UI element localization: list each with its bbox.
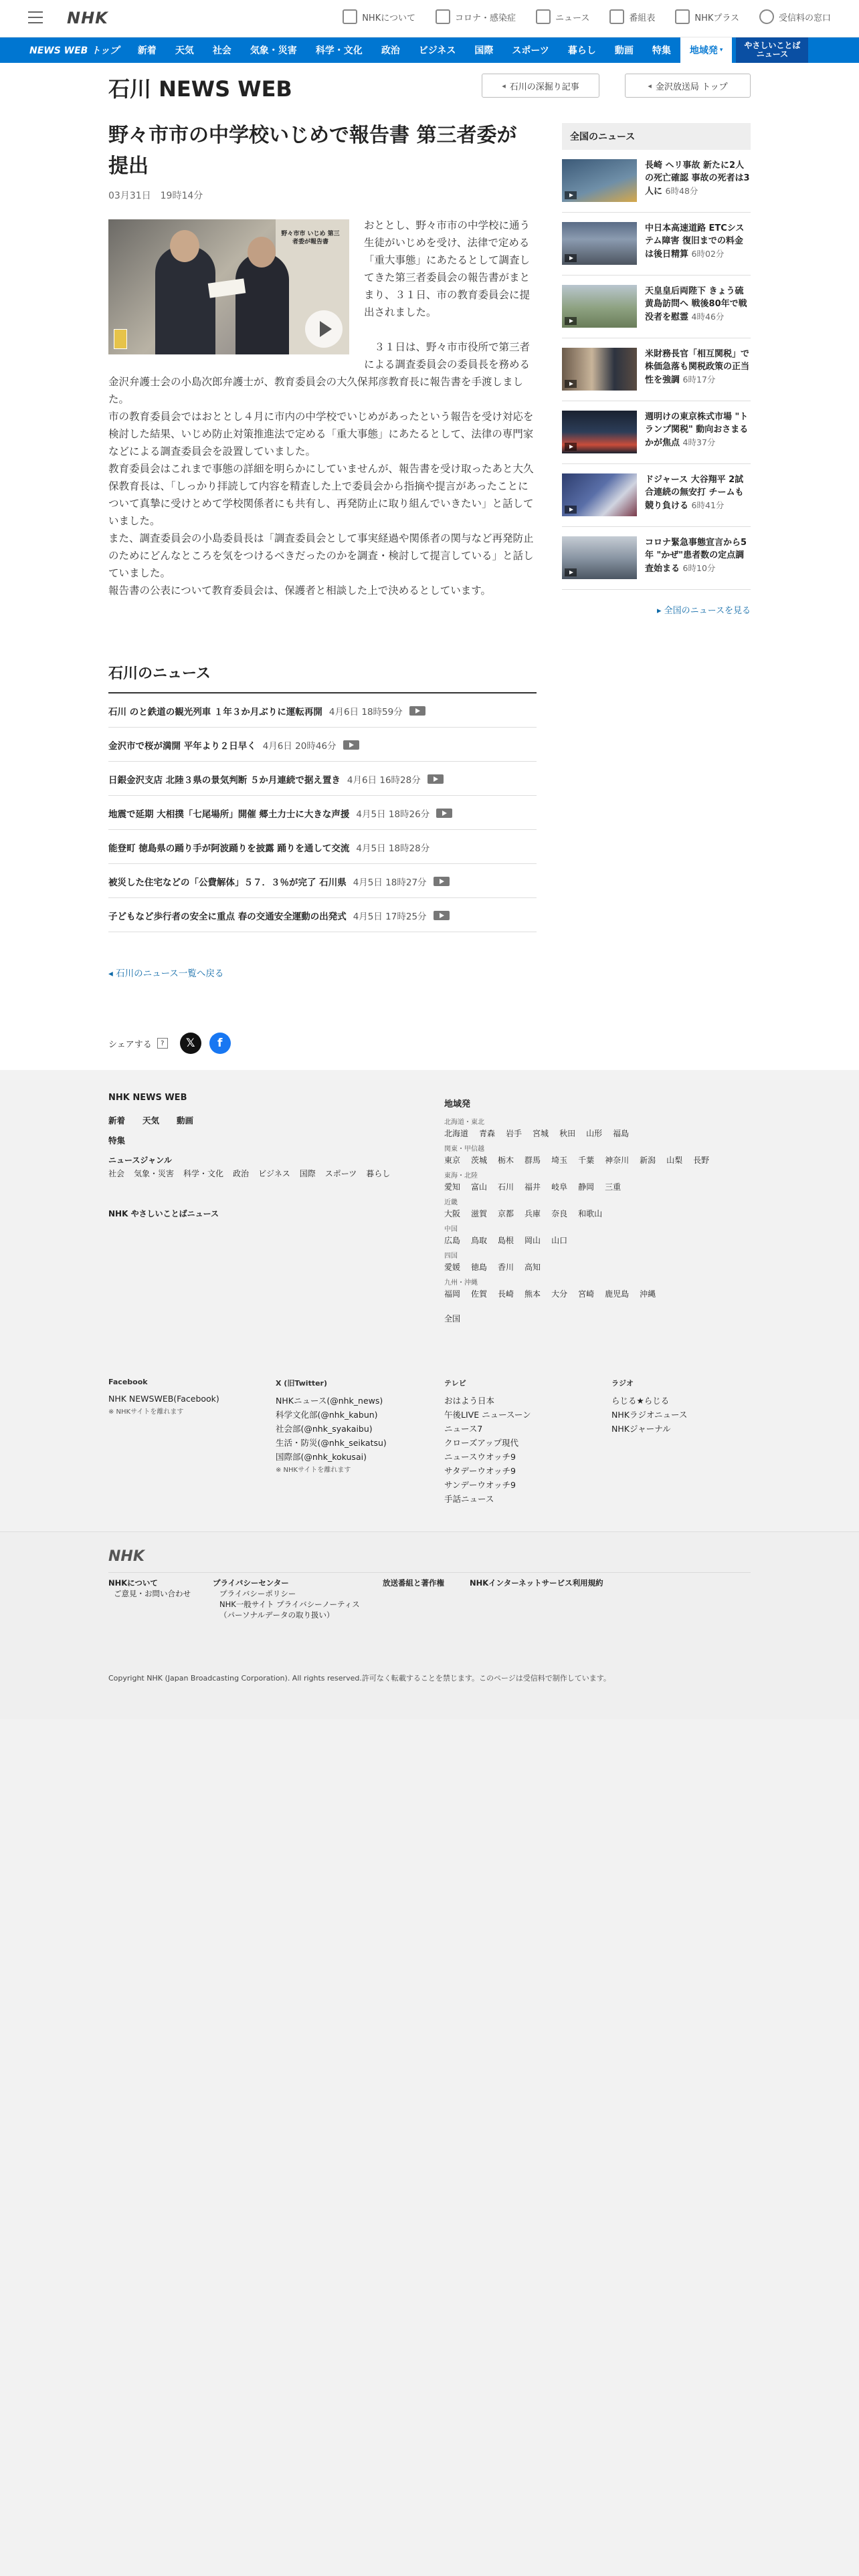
- nav-item-science[interactable]: 科学・文化: [315, 45, 363, 56]
- region-link[interactable]: 滋賀: [471, 1209, 488, 1218]
- col-heading: Facebook: [108, 1378, 148, 1386]
- link-label: 受信料の窓口: [778, 13, 831, 23]
- footer-link-broadcast-copyright[interactable]: 放送番組と著作権: [383, 1578, 444, 1588]
- region-link[interactable]: 広島: [444, 1236, 461, 1245]
- footer-easy-news[interactable]: NHK やさしいことばニュース: [108, 1209, 219, 1218]
- nav-region-label: 地域発: [689, 45, 718, 56]
- news-title: 子どもなど歩行者の安全に重点 春の交通安全運動の出発式: [108, 911, 347, 922]
- article-paragraph: 市の教育委員会ではおととし４月に市内の中学校でいじめがあったという報告を受け対応を検討した結果、いじめ防止対策推進法で定める「重大事態」にあたるとして、法律の専門家などによる調査委員会を設置していました。: [108, 411, 534, 457]
- video-icon: [434, 911, 450, 920]
- info-icon: [343, 9, 357, 24]
- region-list: [444, 1128, 752, 1139]
- region-group-name: 四国: [444, 1253, 458, 1260]
- article-body: [108, 217, 537, 599]
- region-link[interactable]: 香川: [498, 1263, 514, 1272]
- footer-link-privacy-center[interactable]: プライバシーセンター: [213, 1578, 289, 1588]
- chevron-left-icon: ◂: [108, 968, 116, 979]
- tv-link[interactable]: サタデーウオッチ9: [444, 1466, 516, 1476]
- link-corona[interactable]: [436, 9, 516, 24]
- nav-item-society[interactable]: 社会: [212, 45, 231, 56]
- nav-item-weather[interactable]: 天気: [175, 45, 194, 56]
- region-link[interactable]: 富山: [471, 1182, 488, 1192]
- sidebar-news-time: 6時17分: [682, 374, 716, 385]
- facebook-link[interactable]: NHK NEWSWEB(Facebook): [108, 1394, 219, 1404]
- chevron-left-icon: ◂: [502, 81, 506, 90]
- region-link[interactable]: 長崎: [498, 1289, 514, 1299]
- video-icon: [565, 568, 577, 576]
- footer-link-weather[interactable]: 天気: [142, 1115, 160, 1125]
- region-link[interactable]: 高知: [524, 1263, 541, 1272]
- local-news-item[interactable]: [108, 728, 537, 762]
- radio-link[interactable]: NHKラジオニュース: [611, 1410, 688, 1420]
- x-link[interactable]: 社会部(@nhk_syakaibu): [276, 1424, 373, 1434]
- link-label: NHKについて: [362, 13, 415, 23]
- x-link[interactable]: NHKニュース(@nhk_news): [276, 1396, 383, 1406]
- news-time: 4月5日 18時27分: [353, 877, 427, 888]
- news-time: 4月5日 17時25分: [353, 911, 427, 922]
- region-link[interactable]: 岡山: [524, 1236, 541, 1245]
- region-link[interactable]: 福岡: [444, 1289, 461, 1299]
- news-icon: [536, 9, 551, 24]
- region-link[interactable]: 福島: [613, 1129, 630, 1138]
- news-title: 石川 のと鉄道の観光列車 １年３か月ぶりに運転再開: [108, 707, 322, 718]
- col-heading: X (旧Twitter): [276, 1379, 327, 1388]
- news-time: 4月6日 16時28分: [347, 775, 421, 786]
- external-note: ※ NHKサイトを離れます: [276, 1467, 351, 1474]
- region-link[interactable]: 島根: [498, 1236, 514, 1245]
- chevron-left-icon: ◂: [648, 81, 652, 90]
- region-link[interactable]: 秋田: [559, 1129, 576, 1138]
- news-title: 金沢市で桜が満開 平年より２日早く: [108, 741, 256, 752]
- chevron-down-icon: ▾: [719, 47, 723, 53]
- news-title: 被災した住宅などの「公費解体」５７．３％が完了 石川県: [108, 877, 347, 888]
- news-thumbnail: [562, 222, 637, 265]
- region-link[interactable]: 神奈川: [605, 1156, 630, 1165]
- video-icon: [427, 774, 444, 784]
- article-paragraph: ３１日は、野々市市役所で第三者による調査委員会の委員長を務める金沢弁護士会の小島次郎弁護士が、教育委員会の大久保邦彦教育長に報告書を手渡しました。: [108, 341, 531, 405]
- chevron-right-icon: ▸: [656, 606, 664, 616]
- region-link[interactable]: 京都: [498, 1209, 514, 1218]
- region-link[interactable]: 山梨: [666, 1156, 683, 1165]
- sidebar-news-title: 天皇皇后両陛下 きょう硫黄島訪問へ 戦後80年で戦没者を慰霊: [645, 286, 747, 322]
- news-thumbnail: [562, 411, 637, 453]
- tv-link[interactable]: ニュース7: [444, 1424, 483, 1434]
- footer-genre-link[interactable]: 科学・文化: [183, 1169, 224, 1178]
- sidebar-news-item[interactable]: [562, 276, 751, 338]
- facebook-share-icon[interactable]: f: [209, 1033, 231, 1054]
- nav-item-video[interactable]: 動画: [614, 45, 634, 56]
- national-news-sidebar: [562, 123, 751, 616]
- sidebar-news-item[interactable]: [562, 401, 751, 464]
- region-link[interactable]: 福井: [524, 1182, 541, 1192]
- x-link[interactable]: 国際部(@nhk_kokusai): [276, 1452, 367, 1462]
- footer-genre-link[interactable]: 政治: [233, 1169, 250, 1178]
- news-thumbnail: [562, 348, 637, 391]
- region-link[interactable]: 埼玉: [551, 1156, 568, 1165]
- virus-icon: [436, 9, 450, 24]
- article-paragraph: 報告書の公表について教育委員会は、保護者と相談した上で決めるとしています。: [108, 584, 491, 597]
- region-group-name: 東海・北陸: [444, 1172, 478, 1180]
- footer-main-links: [108, 1114, 193, 1126]
- x-link[interactable]: 生活・防災(@nhk_seikatsu): [276, 1438, 387, 1448]
- region-list: [444, 1261, 752, 1273]
- button-label: 金沢放送局 トップ: [655, 82, 728, 92]
- region-group-name: 関東・甲信越: [444, 1146, 484, 1153]
- article-video-thumbnail[interactable]: [108, 219, 349, 354]
- region-list: [444, 1181, 752, 1192]
- region-link-zenkoku[interactable]: 全国: [444, 1314, 461, 1323]
- footer-genres: [108, 1168, 403, 1179]
- link-label: コロナ・感染症: [454, 13, 516, 23]
- article-date: 03月31日 19時14分: [108, 191, 203, 201]
- video-icon: [565, 191, 577, 199]
- region-link[interactable]: 三重: [605, 1182, 622, 1192]
- tv-link[interactable]: 手話ニュース: [444, 1494, 494, 1504]
- link-nhk-plus[interactable]: [675, 9, 739, 24]
- local-news-item[interactable]: [108, 898, 537, 932]
- news-time: 4月5日 18時26分: [356, 809, 430, 820]
- region-group-name: 九州・沖縄: [444, 1279, 478, 1287]
- region-link[interactable]: 新潟: [640, 1156, 656, 1165]
- footer-genre-title: ニュースジャンル: [108, 1156, 172, 1165]
- nav-item-business[interactable]: ビジネス: [418, 45, 456, 56]
- local-news-title: 石川のニュース: [108, 662, 537, 693]
- broadcaster-badge-icon: [114, 329, 127, 349]
- sidebar-news-title: 長崎 ヘリ事故 新たに2人の死亡確認 事故の死者は3人に: [645, 160, 750, 197]
- region-link[interactable]: 和歌山: [578, 1209, 603, 1218]
- sidebar-news-time: 6時41分: [691, 500, 725, 510]
- region-list: [444, 1288, 752, 1299]
- video-icon: [565, 254, 577, 262]
- article-paragraph: おととし、野々市市の中学校に通う生徒がいじめを受け、法律で定める「重大事態」にあたるとして調査してきた第三者委員会の報告書がまとまり、３１日、市の教育委員会に提出されました。: [364, 219, 531, 318]
- sidebar-news-item[interactable]: [562, 527, 751, 590]
- footer-link-new[interactable]: 新着: [108, 1115, 126, 1125]
- nav-item-special[interactable]: 特集: [652, 45, 671, 56]
- sidebar-news-time: 6時02分: [691, 249, 725, 259]
- footer-link-contact[interactable]: ご意見・お問い合わせ: [114, 1589, 191, 1598]
- sidebar-news-title: 中日本高速道路 ETCシステム障害 復旧までの料金は後日精算: [645, 223, 745, 259]
- sidebar-news-time: 6時48分: [665, 186, 698, 196]
- region-link[interactable]: 北海道: [444, 1129, 469, 1138]
- fee-icon: [759, 9, 774, 24]
- region-link[interactable]: 愛媛: [444, 1263, 461, 1272]
- region-link[interactable]: 鳥取: [471, 1236, 488, 1245]
- news-title: 地震で延期 大相撲「七尾場所」開催 郷土力士に大きな声援: [108, 809, 350, 820]
- tv-link[interactable]: ニュースウオッチ9: [444, 1452, 516, 1462]
- region-link[interactable]: 静岡: [578, 1182, 595, 1192]
- news-thumbnail: [562, 159, 637, 202]
- footer-x-col: [276, 1378, 436, 1474]
- col-heading: テレビ: [444, 1379, 466, 1388]
- footer-link-privacy-notice[interactable]: NHK一般サイト プライバシーノーティス: [219, 1600, 360, 1609]
- footer-link-terms[interactable]: NHKインターネットサービス利用規約: [470, 1578, 603, 1588]
- footer-radio-col: [611, 1378, 772, 1436]
- sidebar-news-time: 4時46分: [691, 312, 725, 322]
- footer-link-privacy-policy[interactable]: プライバシーポリシー: [219, 1589, 296, 1598]
- region-link[interactable]: 愛知: [444, 1182, 461, 1192]
- region-link[interactable]: 佐賀: [471, 1289, 488, 1299]
- thumbnail-caption: 野々市市 いじめ 第三者委が報告書: [281, 231, 340, 245]
- main-nav: [0, 37, 859, 63]
- footer-link-about[interactable]: NHKについて: [108, 1578, 158, 1588]
- region-link[interactable]: 山形: [586, 1129, 603, 1138]
- sidebar-news-title: 米財務長官「相互関税」で株価急落も関税政策の正当性を強調: [645, 349, 750, 385]
- news-title: 能登町 徳島県の踊り手が阿波踊りを披露 踊りを通して交流: [108, 843, 350, 854]
- news-time: 4月6日 18時59分: [328, 707, 403, 718]
- easy-line2: ニュース: [756, 49, 789, 59]
- region-link[interactable]: 山口: [551, 1236, 568, 1245]
- region-list: [444, 1208, 752, 1219]
- easy-line1: やさしいことば: [744, 41, 801, 50]
- footer-privacy-notice-sub: （パーソナルデータの取り扱い）: [219, 1610, 335, 1620]
- page-title[interactable]: 石川 NEWS WEB: [108, 76, 292, 102]
- nav-news-web-top[interactable]: NEWS WEB トップ: [29, 45, 119, 56]
- link-about-nhk[interactable]: [343, 9, 415, 24]
- local-news-item[interactable]: [108, 796, 537, 830]
- region-link[interactable]: 岩手: [506, 1129, 522, 1138]
- sidebar-news-title: コロナ緊急事態宣言から5年 "かぜ"患者数の定点調査始まる: [645, 538, 747, 574]
- local-news-item[interactable]: [108, 762, 537, 796]
- help-icon[interactable]: ?: [157, 1038, 168, 1049]
- sidebar-news-item[interactable]: [562, 213, 751, 276]
- local-news-section: [108, 662, 537, 979]
- footer-tv-col: [444, 1378, 605, 1506]
- link-program-guide[interactable]: [609, 9, 655, 24]
- nav-item-international[interactable]: 国際: [474, 45, 494, 56]
- nav-item-region[interactable]: [680, 37, 733, 63]
- region-link[interactable]: 兵庫: [524, 1209, 541, 1218]
- play-icon[interactable]: [305, 310, 343, 348]
- menu-icon[interactable]: [28, 11, 43, 23]
- col-heading: ラジオ: [611, 1379, 634, 1388]
- copyright: Copyright NHK (Japan Broadcasting Corporation). All rights reserved.許可なく転載することを禁じます。このページは受信料で制作しています。: [108, 1674, 611, 1683]
- nhk-footer-logo[interactable]: NHK: [108, 1548, 145, 1565]
- video-icon: [565, 506, 577, 514]
- link-news[interactable]: [536, 9, 589, 24]
- share-bar: [108, 1033, 231, 1054]
- sidebar-news-time: 6時10分: [682, 563, 716, 573]
- nhk-logo[interactable]: NHK: [67, 9, 108, 27]
- top-header: [0, 0, 859, 37]
- local-news-item[interactable]: [108, 830, 537, 864]
- sidebar-title: 全国のニュース: [562, 123, 751, 150]
- news-time: 4月5日 18時28分: [356, 843, 430, 854]
- radio-link[interactable]: らじる★らじる: [611, 1396, 670, 1406]
- footer-bottom: [0, 1532, 859, 1719]
- sidebar-news-time: 4時37分: [682, 437, 716, 447]
- tv-icon: [675, 9, 690, 24]
- video-icon: [343, 740, 359, 750]
- news-thumbnail: [562, 473, 637, 516]
- footer-genre-link[interactable]: スポーツ: [324, 1169, 357, 1178]
- sidebar-news-item[interactable]: [562, 464, 751, 527]
- region-list: [444, 1154, 752, 1166]
- footer-genre-link[interactable]: ビジネス: [258, 1169, 290, 1178]
- region-link[interactable]: 鹿児島: [605, 1289, 630, 1299]
- utility-links: [343, 9, 831, 24]
- region-link[interactable]: 大分: [551, 1289, 568, 1299]
- sidebar-news-item[interactable]: [562, 150, 751, 213]
- tv-link[interactable]: 午後LIVE ニュースーン: [444, 1410, 531, 1420]
- nav-item-new[interactable]: 新着: [137, 45, 157, 56]
- feature-articles-button[interactable]: [482, 74, 599, 98]
- region-group-name: 中国: [444, 1226, 458, 1233]
- news-time: 4月6日 20時46分: [262, 741, 337, 752]
- article: [108, 120, 537, 599]
- region-link[interactable]: 大阪: [444, 1209, 461, 1218]
- video-icon: [434, 877, 450, 886]
- region-link[interactable]: 沖縄: [640, 1289, 656, 1299]
- calendar-icon: [609, 9, 624, 24]
- region-title: 地域発: [444, 1099, 471, 1109]
- region-link[interactable]: 茨城: [471, 1156, 488, 1165]
- region-group-name: 北海道・東北: [444, 1119, 484, 1126]
- region-group-name: 近畿: [444, 1199, 458, 1206]
- footer-facebook-col: [108, 1378, 269, 1416]
- region-link[interactable]: 千葉: [578, 1156, 595, 1165]
- region-link[interactable]: 青森: [479, 1129, 496, 1138]
- news-thumbnail: [562, 285, 637, 328]
- region-link[interactable]: 徳島: [471, 1263, 488, 1272]
- national-news-link[interactable]: [562, 603, 751, 616]
- link-label: 番組表: [629, 13, 656, 23]
- nav-easy-news[interactable]: [736, 37, 808, 63]
- footer-nhk-news-web[interactable]: NHK NEWS WEB: [108, 1093, 187, 1103]
- share-label: シェアする: [108, 1039, 152, 1050]
- footer-genre-link[interactable]: 気象・災害: [134, 1169, 175, 1178]
- nav-item-life[interactable]: 暮らし: [567, 45, 596, 56]
- link-label: 石川のニュース一覧へ戻る: [116, 968, 224, 979]
- sidebar-news-item[interactable]: [562, 338, 751, 401]
- link-label: ニュース: [555, 13, 590, 23]
- article-headline: 野々市市の中学校いじめで報告書 第三者委が提出: [108, 124, 517, 178]
- region-link[interactable]: 東京: [444, 1156, 461, 1165]
- region-link[interactable]: 奈良: [551, 1209, 568, 1218]
- region-link[interactable]: 群馬: [524, 1156, 541, 1165]
- region-link[interactable]: 岐阜: [551, 1182, 568, 1192]
- radio-link[interactable]: NHKジャーナル: [611, 1424, 671, 1434]
- footer: [0, 1070, 859, 2576]
- footer-genre-link[interactable]: 暮らし: [366, 1169, 391, 1178]
- footer-link-special[interactable]: 特集: [108, 1136, 126, 1146]
- tv-link[interactable]: クローズアップ現代: [444, 1438, 519, 1448]
- nav-item-sports[interactable]: スポーツ: [512, 45, 549, 56]
- video-icon: [409, 706, 425, 716]
- station-top-button[interactable]: [625, 74, 751, 98]
- local-news-item[interactable]: [108, 864, 537, 898]
- footer-link-video[interactable]: 動画: [177, 1115, 194, 1125]
- region-link[interactable]: 石川: [498, 1182, 514, 1192]
- button-label: 石川の深掘り記事: [509, 82, 579, 92]
- nav-item-politics[interactable]: 政治: [381, 45, 400, 56]
- region-link[interactable]: 宮崎: [578, 1289, 595, 1299]
- sidebar-news-title: ドジャース 大谷翔平 2試合連続の無安打 チームも競り負ける: [645, 475, 744, 511]
- region-link[interactable]: 長野: [693, 1156, 710, 1165]
- link-label: 全国のニュースを見る: [664, 606, 751, 616]
- footer-genre-link[interactable]: 社会: [108, 1169, 125, 1178]
- sidebar-news-title: 週明けの東京株式市場 "トランプ関税" 動向おさまるかが焦点: [645, 412, 749, 448]
- news-title: 日銀金沢支店 北陸３県の景気判断 ５か月連続で据え置き: [108, 775, 341, 786]
- region-link[interactable]: 熊本: [524, 1289, 541, 1299]
- video-icon: [565, 443, 577, 451]
- link-fee[interactable]: [759, 9, 831, 24]
- article-paragraph: また、調査委員会の小島委員長は「調査委員会として事実経過や関係者の関与など再発防止のためにどんなところを気をつけるべきだったのかを調査・検討して提言している」と話していました。: [108, 532, 534, 579]
- region-list: [444, 1235, 752, 1246]
- video-icon: [565, 380, 577, 388]
- footer-regions: [444, 1097, 752, 1324]
- video-icon: [436, 809, 452, 818]
- link-label: NHKプラス: [694, 13, 739, 23]
- region-link[interactable]: 栃木: [498, 1156, 514, 1165]
- region-link[interactable]: 宮城: [533, 1129, 549, 1138]
- x-link[interactable]: 科学文化部(@nhk_kabun): [276, 1410, 378, 1420]
- footer-genre-link[interactable]: 国際: [299, 1169, 316, 1178]
- video-icon: [565, 317, 577, 325]
- tv-link[interactable]: おはよう日本: [444, 1396, 495, 1406]
- article-paragraph: 教育委員会はこれまで事態の詳細を明らかにしていませんが、報告書を受け取ったあと大久保教育長は、「しっかり拝読して内容を精査した上で委員会から指摘や提言があったことについて真摯に受けとめて学校関係者にも共有し、再発防止に取り組んでいきたい」と話していました。: [108, 463, 534, 527]
- tv-link[interactable]: サンデーウオッチ9: [444, 1480, 516, 1490]
- x-share-icon[interactable]: 𝕏: [180, 1033, 201, 1054]
- local-news-item[interactable]: [108, 693, 537, 728]
- local-news-list-link[interactable]: [108, 966, 537, 979]
- nav-item-disaster[interactable]: 気象・災害: [250, 45, 297, 56]
- news-thumbnail: [562, 536, 637, 579]
- external-note: ※ NHKサイトを離れます: [108, 1408, 184, 1416]
